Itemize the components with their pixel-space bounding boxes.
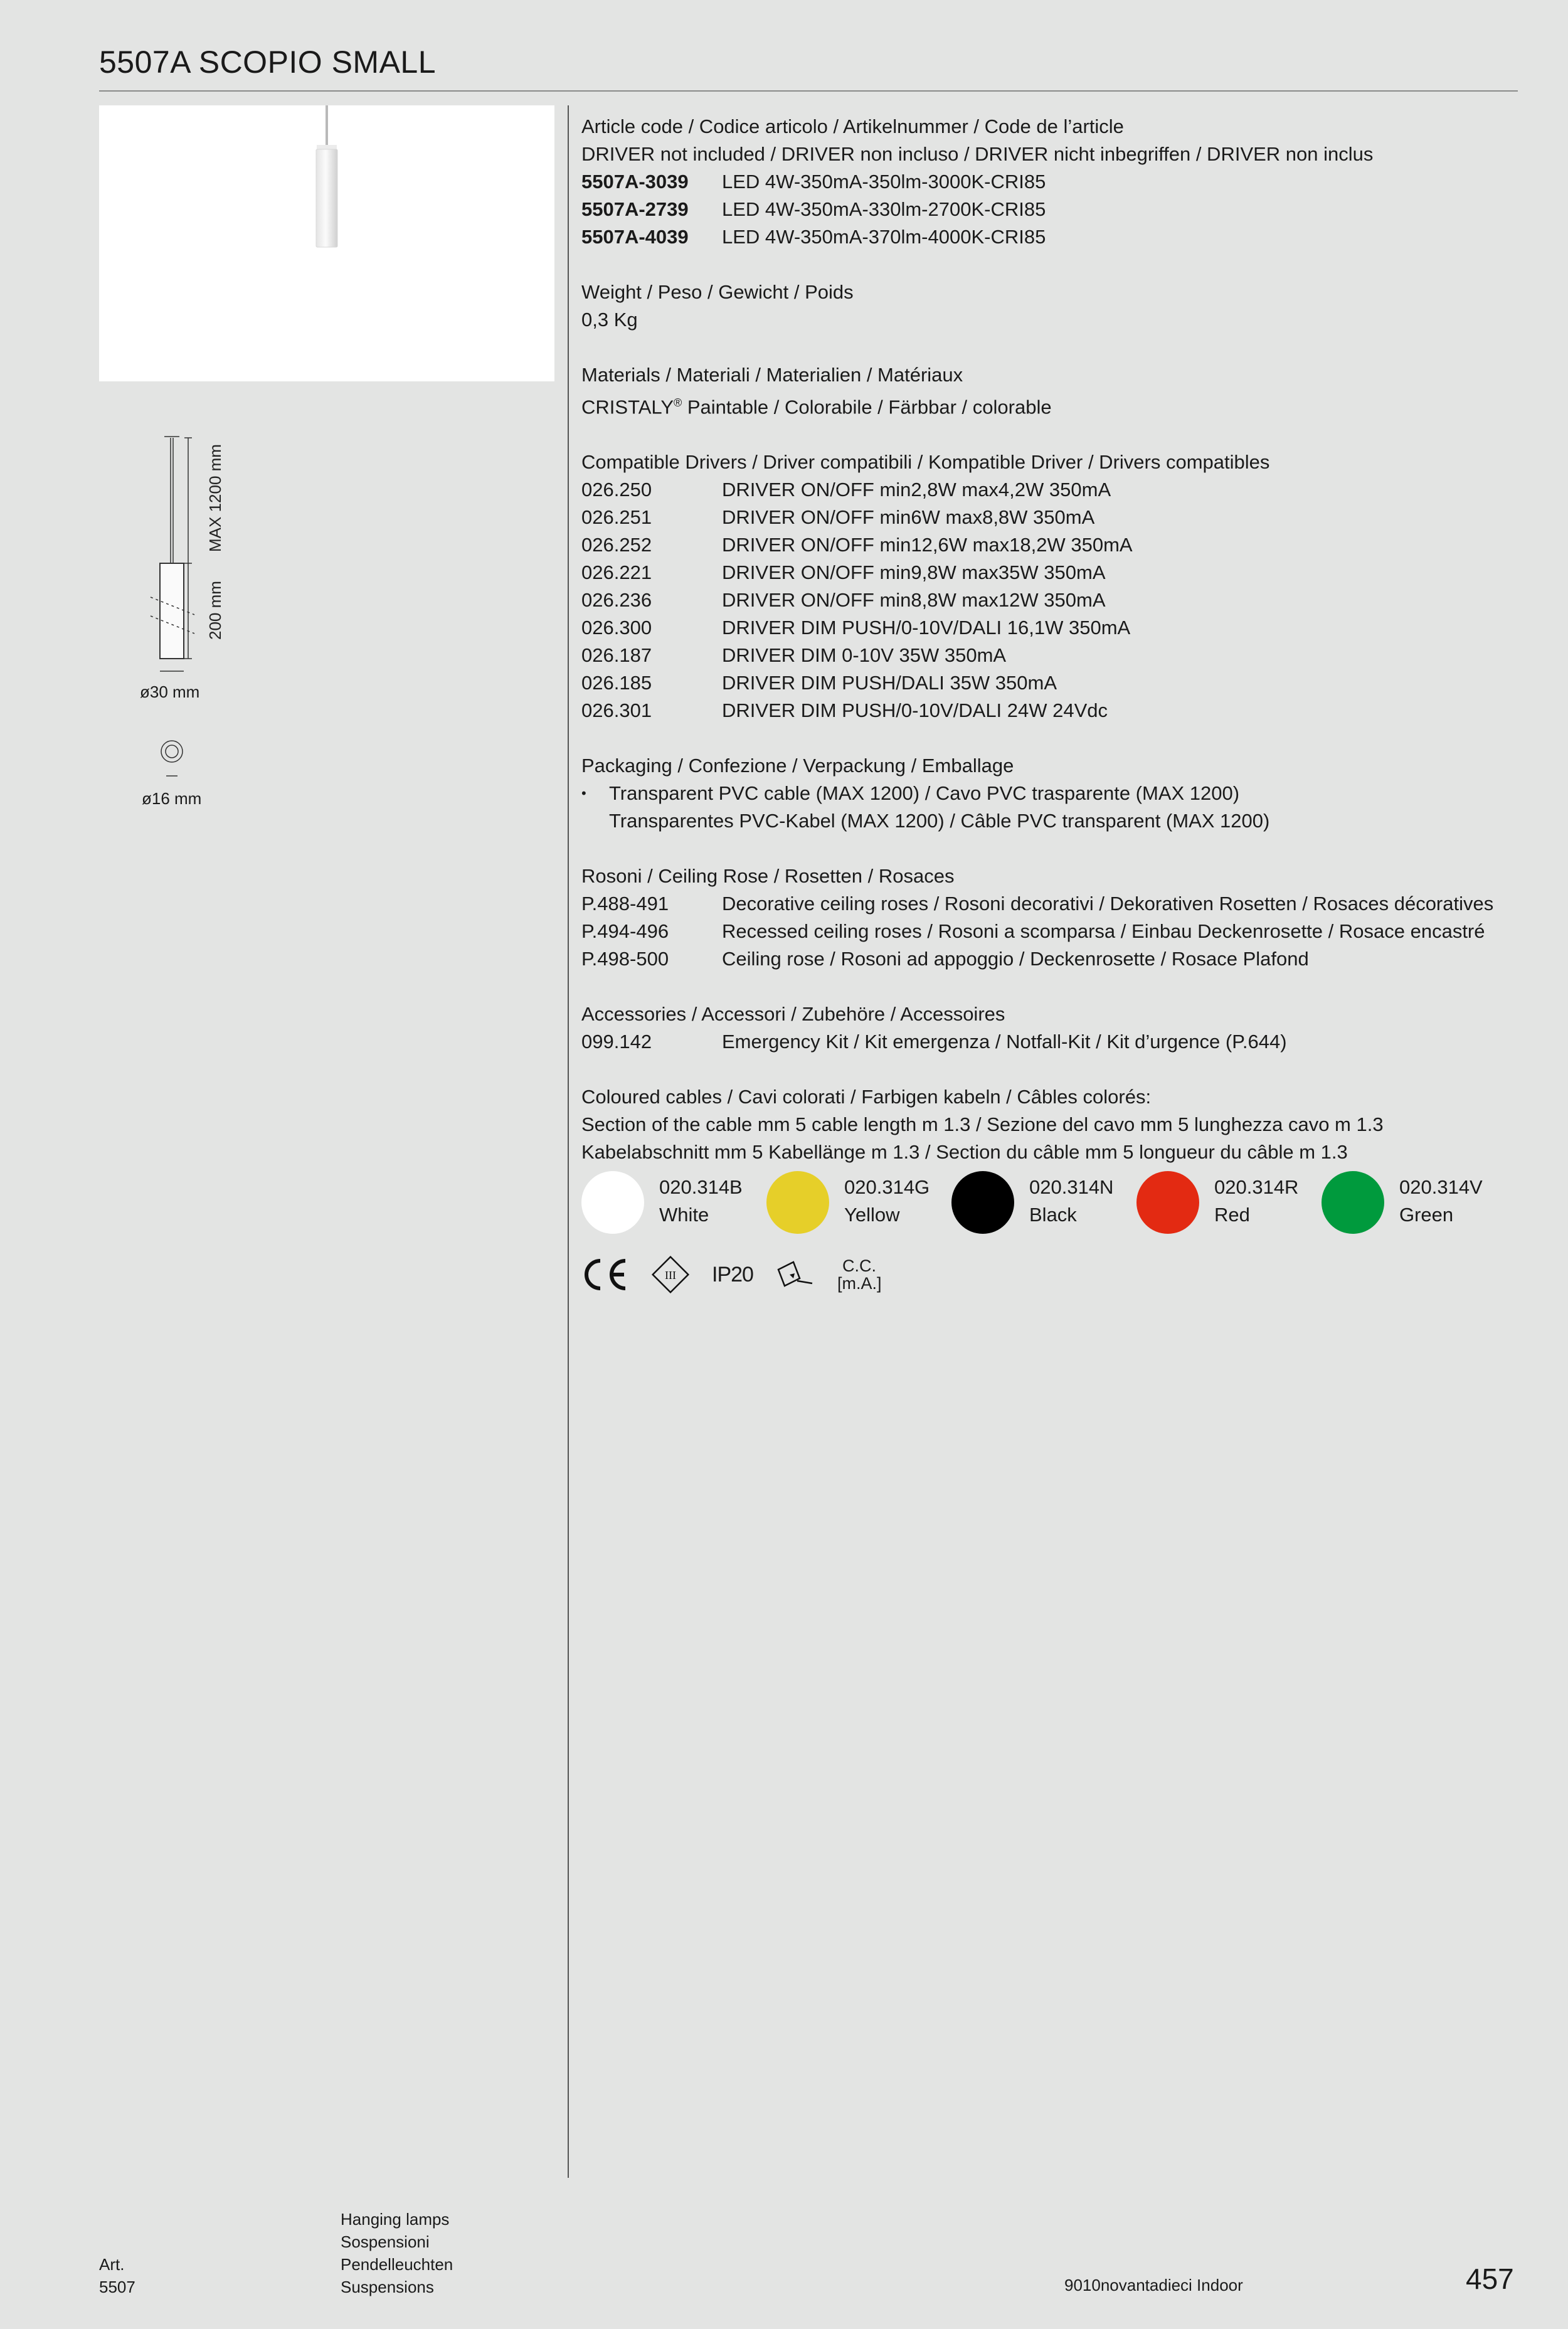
driver-row bbox=[581, 586, 1518, 614]
top-diameter-label: ø16 mm bbox=[142, 789, 202, 808]
cables-section bbox=[581, 1083, 1518, 1297]
rosoni-desc: Decorative ceiling roses / Rosoni decorativi / Dekorativen Rosetten / Rosaces décoratives bbox=[722, 893, 1494, 915]
article-code: 5507A-2739 bbox=[581, 198, 689, 220]
diameter-label: ø30 mm bbox=[140, 682, 200, 701]
driver-code: 026.250 bbox=[581, 479, 652, 501]
footer-category bbox=[341, 2208, 453, 2298]
driver-row bbox=[581, 642, 1518, 669]
article-code: 5507A-3039 bbox=[581, 171, 689, 193]
rosoni-code: P.494-496 bbox=[581, 920, 669, 943]
rosoni-row bbox=[581, 890, 1518, 918]
accessories-section bbox=[581, 1000, 1518, 1056]
article-desc: LED 4W-350mA-330lm-2700K-CRI85 bbox=[722, 198, 1046, 220]
article-row bbox=[581, 223, 1518, 251]
driver-row bbox=[581, 504, 1518, 531]
swatch-yellow bbox=[766, 1171, 951, 1234]
swatch-code: 020.314V bbox=[1399, 1176, 1483, 1199]
driver-code: 026.300 bbox=[581, 617, 652, 639]
driver-row bbox=[581, 614, 1518, 642]
swatch-name: Red bbox=[1214, 1204, 1250, 1226]
bullet-icon: • bbox=[581, 785, 586, 802]
swatch-code: 020.314R bbox=[1214, 1176, 1299, 1199]
top-view-inner-circle bbox=[166, 745, 178, 758]
driver-row bbox=[581, 669, 1518, 697]
page-title: 5507A SCOPIO SMALL bbox=[99, 45, 437, 80]
swatch-name: Black bbox=[1029, 1204, 1077, 1226]
footer-article bbox=[99, 2253, 135, 2298]
driver-desc: DRIVER DIM PUSH/DALI 35W 350mA bbox=[722, 672, 1057, 694]
driver-code: 026.252 bbox=[581, 534, 652, 556]
product-photo bbox=[99, 105, 554, 381]
driver-row bbox=[581, 559, 1518, 586]
swatch-red bbox=[1136, 1171, 1322, 1234]
color-dot bbox=[1322, 1171, 1384, 1234]
accessories-heading: Accessories / Accessori / Zubehöre / Accessoires bbox=[581, 1003, 1005, 1026]
driver-desc: DRIVER ON/OFF min8,8W max12W 350mA bbox=[722, 589, 1106, 612]
driver-row bbox=[581, 697, 1518, 724]
materials-section bbox=[581, 361, 1518, 421]
article-row bbox=[581, 196, 1518, 223]
weight-section bbox=[581, 279, 1518, 334]
driver-desc: DRIVER ON/OFF min2,8W max4,2W 350mA bbox=[722, 479, 1111, 501]
article-row bbox=[581, 168, 1518, 196]
rosoni-desc: Recessed ceiling roses / Rosoni a scomparsa / Einbau Deckenrosette / Rosace encastré bbox=[722, 920, 1485, 943]
materials-heading: Materials / Materiali / Materialien / Matériaux bbox=[581, 364, 963, 386]
cc-label bbox=[837, 1257, 882, 1292]
packaging-section bbox=[581, 752, 1518, 835]
driver-code: 026.185 bbox=[581, 672, 652, 694]
rosoni-row bbox=[581, 945, 1518, 973]
spec-column bbox=[581, 113, 1518, 1297]
rosoni-heading: Rosoni / Ceiling Rose / Rosetten / Rosaces bbox=[581, 865, 955, 888]
packaging-item bbox=[581, 780, 1518, 835]
color-dot bbox=[766, 1171, 829, 1234]
footer-brand: 9010novantadieci Indoor bbox=[1064, 2276, 1243, 2295]
cc-line: C.C. bbox=[842, 1256, 876, 1276]
weight-value: 0,3 Kg bbox=[581, 309, 638, 331]
drivers-heading: Compatible Drivers / Driver compatibili / Kompatible Driver / Drivers compatibles bbox=[581, 451, 1270, 474]
max-length-label: MAX 1200 mm bbox=[206, 444, 225, 552]
swatch-code: 020.314N bbox=[1029, 1176, 1114, 1199]
driver-code: 026.236 bbox=[581, 589, 652, 612]
article-code: 5507A-4039 bbox=[581, 226, 689, 248]
driver-code: 026.301 bbox=[581, 699, 652, 722]
lamp-body-outline bbox=[160, 563, 184, 659]
driver-desc: DRIVER ON/OFF min12,6W max18,2W 350mA bbox=[722, 534, 1133, 556]
ce-mark-icon bbox=[581, 1256, 629, 1293]
class-iii-icon bbox=[650, 1255, 691, 1295]
swatch-white bbox=[581, 1171, 766, 1234]
drivers-section bbox=[581, 448, 1518, 724]
rosoni-desc: Ceiling rose / Rosoni ad appoggio / Deckenrosette / Rosace Plafond bbox=[722, 948, 1309, 970]
category-line: Pendelleuchten bbox=[341, 2255, 453, 2274]
driver-row bbox=[581, 476, 1518, 504]
driver-desc: DRIVER DIM PUSH/0-10V/DALI 24W 24Vdc bbox=[722, 699, 1108, 722]
cc-line: [m.A.] bbox=[837, 1274, 882, 1293]
rosoni-code: P.488-491 bbox=[581, 893, 669, 915]
weight-heading: Weight / Peso / Gewicht / Poids bbox=[581, 281, 854, 303]
art-label: Art. bbox=[99, 2255, 125, 2274]
article-heading: Article code / Codice articolo / Artikelnummer / Code de l’article bbox=[581, 115, 1124, 137]
article-desc: LED 4W-350mA-370lm-4000K-CRI85 bbox=[722, 226, 1046, 248]
pendant-lamp-image bbox=[99, 105, 554, 381]
materials-brand: CRISTALY bbox=[581, 396, 674, 418]
materials-desc: Paintable / Colorabile / Färbbar / colorable bbox=[682, 396, 1052, 418]
swatch-name: Yellow bbox=[844, 1204, 900, 1226]
cables-line: Kabelabschnitt mm 5 Kabellänge m 1.3 / Section du câble mm 5 longueur du câble m 1.3 bbox=[581, 1141, 1348, 1164]
packaging-heading: Packaging / Confezione / Verpackung / Emballage bbox=[581, 755, 1014, 777]
driver-note: DRIVER not included / DRIVER non incluso / DRIVER nicht inbegriffen / DRIVER non inclus bbox=[581, 143, 1374, 165]
title-divider bbox=[99, 90, 1518, 92]
category-line: Sospensioni bbox=[341, 2232, 430, 2251]
driver-desc: DRIVER DIM 0-10V 35W 350mA bbox=[722, 644, 1007, 667]
accessory-code: 099.142 bbox=[581, 1031, 652, 1053]
class-label: III bbox=[665, 1269, 676, 1282]
height-label: 200 mm bbox=[206, 581, 225, 640]
certification-icons bbox=[581, 1253, 1518, 1297]
cables-line: Section of the cable mm 5 cable length m 1.3 / Sezione del cavo mm 5 lunghezza cavo m 1.3 bbox=[581, 1113, 1384, 1136]
swatch-name: Green bbox=[1399, 1204, 1454, 1226]
ip-rating: IP20 bbox=[712, 1263, 753, 1287]
cables-line: Coloured cables / Cavi colorati / Farbigen kabeln / Câbles colorés: bbox=[581, 1086, 1152, 1108]
swatch-green bbox=[1322, 1171, 1507, 1234]
article-section bbox=[581, 113, 1518, 251]
category-line: Hanging lamps bbox=[341, 2210, 450, 2229]
article-desc: LED 4W-350mA-350lm-3000K-CRI85 bbox=[722, 171, 1046, 193]
driver-code: 026.187 bbox=[581, 644, 652, 667]
technical-drawing bbox=[125, 433, 276, 834]
rosoni-section bbox=[581, 862, 1518, 973]
swatch-code: 020.314G bbox=[844, 1176, 930, 1199]
color-dot bbox=[951, 1171, 1014, 1234]
driver-desc: DRIVER ON/OFF min6W max8,8W 350mA bbox=[722, 506, 1095, 529]
color-dot bbox=[1136, 1171, 1199, 1234]
registered-mark: ® bbox=[674, 396, 682, 409]
driver-desc: DRIVER DIM PUSH/0-10V/DALI 16,1W 350mA bbox=[722, 617, 1131, 639]
packaging-line: Transparent PVC cable (MAX 1200) / Cavo PVC trasparente (MAX 1200) bbox=[609, 782, 1240, 805]
color-swatches bbox=[581, 1171, 1518, 1234]
driver-row bbox=[581, 531, 1518, 559]
swatch-name: White bbox=[659, 1204, 709, 1226]
driver-code: 026.221 bbox=[581, 561, 652, 584]
rosoni-code: P.498-500 bbox=[581, 948, 669, 970]
top-view-outer-circle bbox=[161, 741, 183, 762]
category-line: Suspensions bbox=[341, 2278, 434, 2296]
page-number: 457 bbox=[1466, 2263, 1514, 2295]
lamp-direction-icon bbox=[775, 1256, 816, 1293]
accessory-desc: Emergency Kit / Kit emergenza / Notfall-Kit / Kit d’urgence (P.644) bbox=[722, 1031, 1287, 1053]
materials-value bbox=[581, 389, 1518, 421]
driver-code: 026.251 bbox=[581, 506, 652, 529]
swatch-code: 020.314B bbox=[659, 1176, 743, 1199]
driver-desc: DRIVER ON/OFF min9,8W max35W 350mA bbox=[722, 561, 1106, 584]
column-divider bbox=[568, 105, 569, 2178]
swatch-black bbox=[951, 1171, 1136, 1234]
rosoni-row bbox=[581, 918, 1518, 945]
packaging-line: Transparentes PVC-Kabel (MAX 1200) / Câble PVC transparent (MAX 1200) bbox=[609, 810, 1270, 832]
color-dot bbox=[581, 1171, 644, 1234]
art-number: 5507 bbox=[99, 2278, 135, 2296]
accessory-row bbox=[581, 1028, 1518, 1056]
